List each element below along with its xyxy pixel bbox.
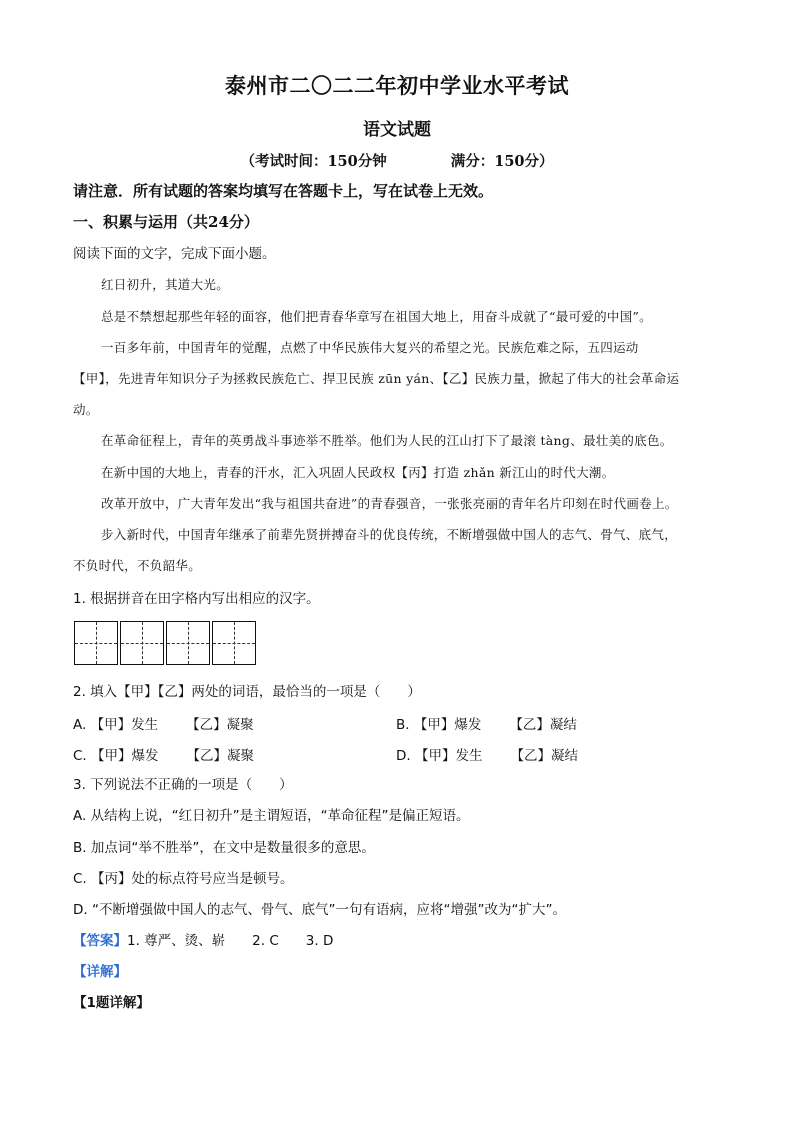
tianzige-cell[interactable] [166,621,210,665]
detail-q1-label: 【1题详解】 [73,995,150,1011]
q2-option-b[interactable]: B. 【甲】爆发 【乙】凝结 [396,717,577,733]
detail-label: 【详解】 [73,964,127,980]
passage-line: 改革开放中，广大青年发出“我与祖国共奋进”的青春强音，一张张亮丽的青年名片印刻在时代画卷上。 [101,496,678,511]
answer-line [73,931,333,951]
q3-option-c[interactable]: C. 【丙】处的标点符号应当是顿号。 [73,871,294,887]
exam-info [0,150,794,171]
answer-text: 1. 尊严、烫、崭 2. C 3. D [127,933,334,949]
passage-line: 【甲】，先进青年知识分子为拯救民族危亡、捍卫民族 zūn yán、【乙】民族力量，掀起了伟大的社会革命运 [73,371,680,386]
question-1: 1. 根据拼音在田字格内写出相应的汉字。 [73,591,320,607]
tianzige-grid [74,621,256,665]
q3-option-a[interactable]: A. 从结构上说，“红日初升”是主谓短语，“革命征程”是偏正短语。 [73,808,470,824]
exam-title: 泰州市二〇二二年初中学业水平考试 [225,73,569,98]
tianzige-cell[interactable] [212,621,256,665]
exam-subtitle: 语文试题 [363,120,431,140]
passage-line: 红日初升，其道大光。 [101,277,230,292]
tianzige-cell[interactable] [120,621,164,665]
tianzige-cell[interactable] [74,621,118,665]
section-heading: 一、积累与运用（共24分） [73,213,259,231]
exam-score: 满分：150分） [450,153,554,170]
q2-option-a[interactable]: A. 【甲】发生 【乙】凝聚 [73,717,254,733]
q2-option-c[interactable]: C. 【甲】爆发 【乙】凝聚 [73,748,255,764]
passage-line: 一百多年前，中国青年的觉醒，点燃了中华民族伟大复兴的希望之光。民族危难之际，五四运动 [101,340,639,355]
passage-line: 在革命征程上，青年的英勇战斗事迹举不胜举。他们为人民的江山打下了最滚 tàng、最壮美的底色。 [101,433,673,448]
passage-line: 总是不禁想起那些年轻的面容，他们把青春华章写在祖国大地上，用奋斗成就了“最可爱的中国”。 [101,309,652,324]
q3-option-d[interactable]: D. “不断增强做中国人的志气、骨气、底气”一句有语病，应将“增强”改为“扩大”。 [73,902,566,918]
q3-option-b[interactable]: B. 加点词“举不胜举”，在文中是数量很多的意思。 [73,840,375,856]
q2-option-d[interactable]: D. 【甲】发生 【乙】凝结 [396,748,578,764]
passage-line: 步入新时代，中国青年继承了前辈先贤拼搏奋斗的优良传统，不断增强做中国人的志气、骨气、底气， [101,527,678,542]
passage-line: 动。 [73,402,99,417]
question-2: 2. 填入【甲】【乙】两处的词语，最恰当的一项是（ ） [73,684,421,700]
question-3: 3. 下列说法不正确的一项是（ ） [73,777,293,793]
notice: 请注意．所有试题的答案均填写在答题卡上，写在试卷上无效。 [73,182,494,200]
answer-label: 【答案】 [73,933,127,949]
exam-time: （考试时间：150分钟 [240,153,387,170]
passage-line: 不负时代，不负韶华。 [73,558,202,573]
reading-instruction: 阅读下面的文字，完成下面小题。 [73,246,276,262]
passage-line: 在新中国的大地上，青春的汗水，汇入巩固人民政权【丙】打造 zhǎn 新江山的时代大潮。 [101,465,615,480]
